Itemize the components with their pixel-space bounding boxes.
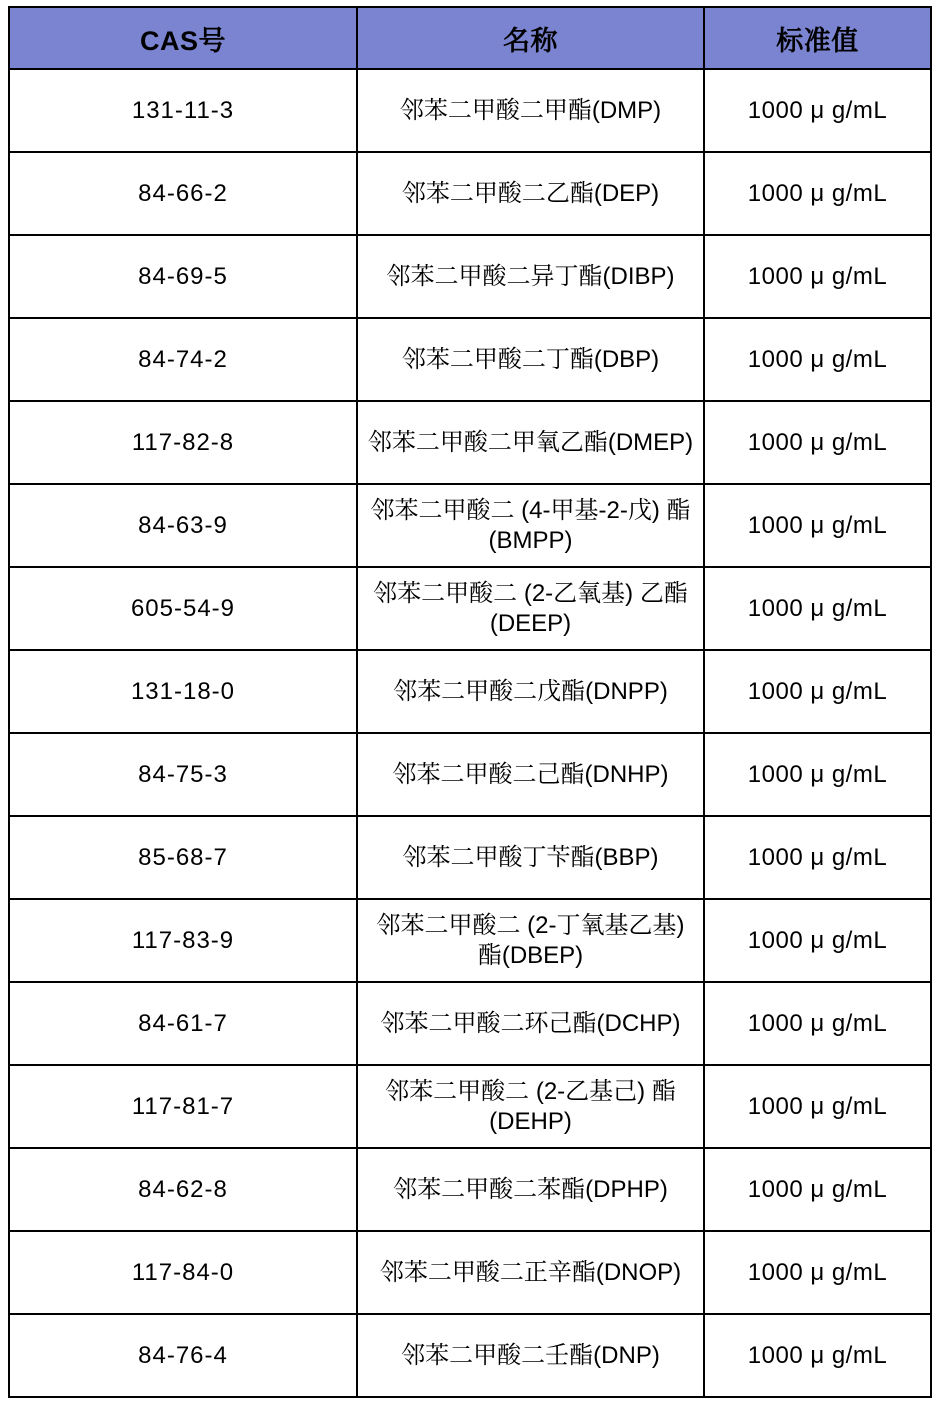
table-row: [9, 1231, 931, 1314]
table-row: [9, 1065, 931, 1148]
table-row: [9, 318, 931, 401]
cell-name: 邻苯二甲酸二甲氧乙酯(DMEP): [357, 401, 704, 484]
table-row: [9, 567, 931, 650]
cell-standard-value: 1000 μ g/mL: [704, 318, 931, 401]
table-row: [9, 650, 931, 733]
column-header-cas: CAS号: [9, 7, 357, 69]
cell-name: 邻苯二甲酸二 (2-乙基己) 酯(DEHP): [357, 1065, 704, 1148]
cell-cas: 117-82-8: [9, 401, 357, 484]
cell-cas: 84-75-3: [9, 733, 357, 816]
cell-cas: 84-74-2: [9, 318, 357, 401]
column-header-standard-value: 标准值: [704, 7, 931, 69]
cell-name: 邻苯二甲酸二己酯(DNHP): [357, 733, 704, 816]
cell-name: 邻苯二甲酸二苯酯(DPHP): [357, 1148, 704, 1231]
cell-cas: 85-68-7: [9, 816, 357, 899]
cell-name: 邻苯二甲酸二异丁酯(DIBP): [357, 235, 704, 318]
cell-name: 邻苯二甲酸二壬酯(DNP): [357, 1314, 704, 1397]
cell-name: 邻苯二甲酸二乙酯(DEP): [357, 152, 704, 235]
table-body: [9, 69, 931, 1397]
table-row: [9, 899, 931, 982]
cell-cas: 131-11-3: [9, 69, 357, 152]
cell-cas: 84-63-9: [9, 484, 357, 567]
table-header-row: [9, 7, 931, 69]
cell-cas: 84-66-2: [9, 152, 357, 235]
cell-name: 邻苯二甲酸二甲酯(DMP): [357, 69, 704, 152]
cell-cas: 84-61-7: [9, 982, 357, 1065]
cell-standard-value: 1000 μ g/mL: [704, 484, 931, 567]
table-header: [9, 7, 931, 69]
table-row: [9, 235, 931, 318]
table-row: [9, 816, 931, 899]
table-row: [9, 401, 931, 484]
cell-standard-value: 1000 μ g/mL: [704, 152, 931, 235]
cell-standard-value: 1000 μ g/mL: [704, 1148, 931, 1231]
cell-cas: 131-18-0: [9, 650, 357, 733]
cell-standard-value: 1000 μ g/mL: [704, 816, 931, 899]
cell-name: 邻苯二甲酸二丁酯(DBP): [357, 318, 704, 401]
cell-name: 邻苯二甲酸二环己酯(DCHP): [357, 982, 704, 1065]
table-row: [9, 982, 931, 1065]
cell-standard-value: 1000 μ g/mL: [704, 69, 931, 152]
cell-name: 邻苯二甲酸二 (2-乙氧基) 乙酯(DEEP): [357, 567, 704, 650]
cell-cas: 117-84-0: [9, 1231, 357, 1314]
table-row: [9, 1314, 931, 1397]
table-row: [9, 484, 931, 567]
column-header-name: 名称: [357, 7, 704, 69]
cell-cas: 117-83-9: [9, 899, 357, 982]
cell-standard-value: 1000 μ g/mL: [704, 567, 931, 650]
table-row: [9, 152, 931, 235]
cell-cas: 84-62-8: [9, 1148, 357, 1231]
table-row: [9, 1148, 931, 1231]
cell-standard-value: 1000 μ g/mL: [704, 1231, 931, 1314]
cell-standard-value: 1000 μ g/mL: [704, 982, 931, 1065]
table-row: [9, 733, 931, 816]
cell-name: 邻苯二甲酸二 (2-丁氧基乙基) 酯(DBEP): [357, 899, 704, 982]
cell-name: 邻苯二甲酸二正辛酯(DNOP): [357, 1231, 704, 1314]
cell-cas: 117-81-7: [9, 1065, 357, 1148]
cell-cas: 84-76-4: [9, 1314, 357, 1397]
cell-name: 邻苯二甲酸二戊酯(DNPP): [357, 650, 704, 733]
cell-standard-value: 1000 μ g/mL: [704, 401, 931, 484]
phthalates-standards-table: [8, 6, 932, 1398]
cell-standard-value: 1000 μ g/mL: [704, 1314, 931, 1397]
cell-name: 邻苯二甲酸丁苄酯(BBP): [357, 816, 704, 899]
cell-name: 邻苯二甲酸二 (4-甲基-2-戊) 酯(BMPP): [357, 484, 704, 567]
table-row: [9, 69, 931, 152]
cell-standard-value: 1000 μ g/mL: [704, 733, 931, 816]
cell-standard-value: 1000 μ g/mL: [704, 650, 931, 733]
cell-cas: 605-54-9: [9, 567, 357, 650]
cell-standard-value: 1000 μ g/mL: [704, 235, 931, 318]
cell-standard-value: 1000 μ g/mL: [704, 1065, 931, 1148]
cell-standard-value: 1000 μ g/mL: [704, 899, 931, 982]
cell-cas: 84-69-5: [9, 235, 357, 318]
